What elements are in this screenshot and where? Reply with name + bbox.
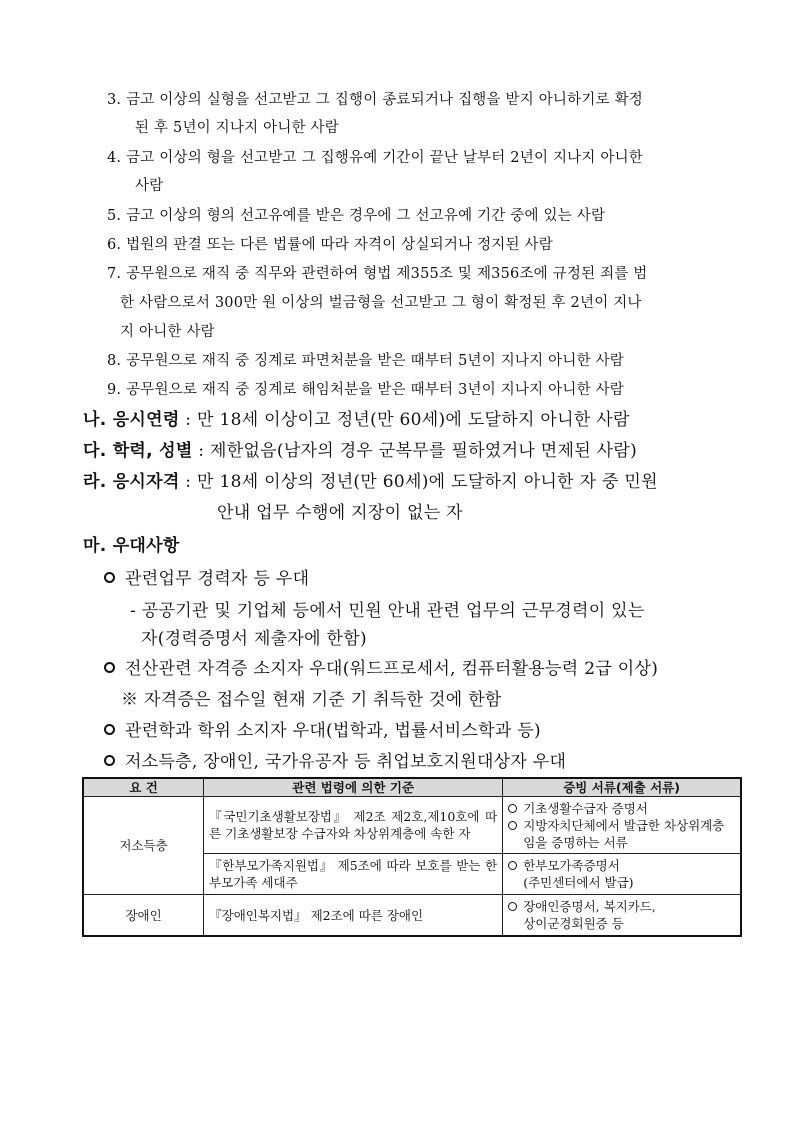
preference-requirements-table — [82, 777, 742, 937]
table-cell-criteria: 『한부모가족지원법』 제5조에 따라 보호를 받는 한부모가족 세대주 — [204, 854, 503, 895]
circle-bullet-icon — [104, 662, 115, 673]
section-eligibility-text-2: 안내 업무 수행에 지장이 없는 자 — [217, 503, 463, 523]
preference-1-detail-1: - 공공기관 및 기업체 등에서 민원 안내 관련 업무의 근무경력이 있는 — [130, 601, 645, 621]
list-item-4-line-2: 사람 — [135, 178, 164, 194]
circle-bullet-icon — [104, 572, 115, 583]
list-item-4-line-1: 4. 금고 이상의 형을 선고받고 그 집행유예 기간이 끝난 날부터 2년이 지나지 아니한 — [107, 150, 644, 166]
section-education-heading: 다. 학력, 성별 — [83, 441, 193, 461]
preference-2: 전산관련 자격증 소지자 우대(워드프로세서, 컴퓨터활용능력 2급 이상) — [104, 654, 658, 679]
circle-bullet-icon — [508, 821, 517, 830]
table-cell-documents — [503, 854, 741, 895]
list-item-7-line-3: 지 아니한 사람 — [120, 324, 215, 340]
section-eligibility-text: 만 18세 이상의 정년(만 60세)에 도달하지 아니한 자 중 민원 — [197, 472, 658, 492]
circle-bullet-icon — [104, 755, 115, 766]
document-item: 지방자치단체에서 발급한 차상위계층임을 증명하는 서류 — [508, 817, 735, 851]
list-item-7-line-2: 한 사람으로서 300만 원 이상의 벌금형을 선고받고 그 형이 확정된 후 2년이 지나 — [120, 295, 642, 311]
table-cell-criteria: 『장애인복지법』 제2조에 따른 장애인 — [204, 895, 503, 937]
list-item-7-line-1: 7. 공무원으로 재직 중 직무와 관련하여 형법 제355조 및 제356조에 규정된 죄를 범 — [107, 266, 648, 282]
table-header-requirement: 요 건 — [83, 778, 204, 797]
table-header-criteria: 관련 법령에 의한 기준 — [204, 778, 503, 797]
table-cell-documents — [503, 895, 741, 937]
section-education-text: 제한없음(남자의 경우 군복무를 필하였거나 면제된 사람) — [210, 441, 638, 461]
document-item-note: (주민센터에서 발급) — [523, 875, 634, 890]
preference-3: 관련학과 학위 소지자 우대(법학과, 법률서비스학과 등) — [104, 716, 541, 741]
section-education: 다. 학력, 성별 : 제한없음(남자의 경우 군복무를 필하였거나 면제된 사람) — [83, 441, 638, 461]
table-cell-criteria: 『국민기초생활보장법』 제2조 제2호,제10호에 따른 기초생활보장 수급자와 차상위계층에 속한 자 — [204, 797, 503, 854]
document-item-note: 상이군경회원증 등 — [523, 916, 624, 931]
list-item-3-line-1: 3. 금고 이상의 실형을 선고받고 그 집행이 종료되거나 집행을 받지 아니하기로 확정 — [107, 92, 643, 108]
list-item-8: 8. 공무원으로 재직 중 징계로 파면처분을 받은 때부터 5년이 지나지 아니한 사람 — [107, 353, 624, 369]
document-item: 한부모가족증명서 — [508, 857, 735, 874]
table-cell-disabled: 장애인 — [83, 895, 204, 937]
preference-2-note: ※ 자격증은 접수일 현재 기준 기 취득한 것에 한함 — [121, 690, 502, 710]
preference-1: 관련업무 경력자 등 우대 — [104, 564, 309, 589]
table-header-documents: 증빙 서류(제출 서류) — [503, 778, 741, 797]
list-item-6: 6. 법원의 판결 또는 다른 법률에 따라 자격이 상실되거나 정지된 사람 — [107, 237, 553, 253]
document-item: 기초생활수급자 증명서 — [508, 800, 735, 817]
circle-bullet-icon — [104, 724, 115, 735]
section-eligibility-heading: 라. 응시자격 — [83, 472, 180, 492]
table-cell-low-income: 저소득층 — [83, 797, 204, 895]
list-item-5: 5. 금고 이상의 형의 선고유예를 받은 경우에 그 선고유예 기간 중에 있는 사람 — [107, 208, 606, 224]
circle-bullet-icon — [508, 861, 517, 870]
circle-bullet-icon — [508, 902, 517, 911]
table-cell-documents — [503, 797, 741, 854]
section-age: 나. 응시연령 : 만 18세 이상이고 정년(만 60세)에 도달하지 아니한 사람 — [83, 410, 630, 430]
table-row — [83, 895, 741, 937]
table-header-row — [83, 778, 741, 797]
circle-bullet-icon — [508, 804, 517, 813]
table-row — [83, 797, 741, 854]
section-age-text: 만 18세 이상이고 정년(만 60세)에 도달하지 아니한 사람 — [197, 410, 630, 430]
section-eligibility: 라. 응시자격 : 만 18세 이상의 정년(만 60세)에 도달하지 아니한 자 중 민원 — [83, 472, 658, 492]
list-item-9: 9. 공무원으로 재직 중 징계로 해임처분을 받은 때부터 3년이 지나지 아니한 사람 — [107, 382, 624, 398]
preference-4: 저소득층, 장애인, 국가유공자 등 취업보호지원대상자 우대 — [104, 747, 566, 772]
section-preferences-heading: 마. 우대사항 — [83, 536, 180, 556]
list-item-3-line-2: 된 후 5년이 지나지 아니한 사람 — [135, 120, 339, 136]
section-age-heading: 나. 응시연령 — [83, 410, 180, 430]
preference-1-detail-2: 자(경력증명서 제출자에 한함) — [141, 629, 367, 649]
document-item: 장애인증명서, 복지카드, — [508, 898, 735, 915]
